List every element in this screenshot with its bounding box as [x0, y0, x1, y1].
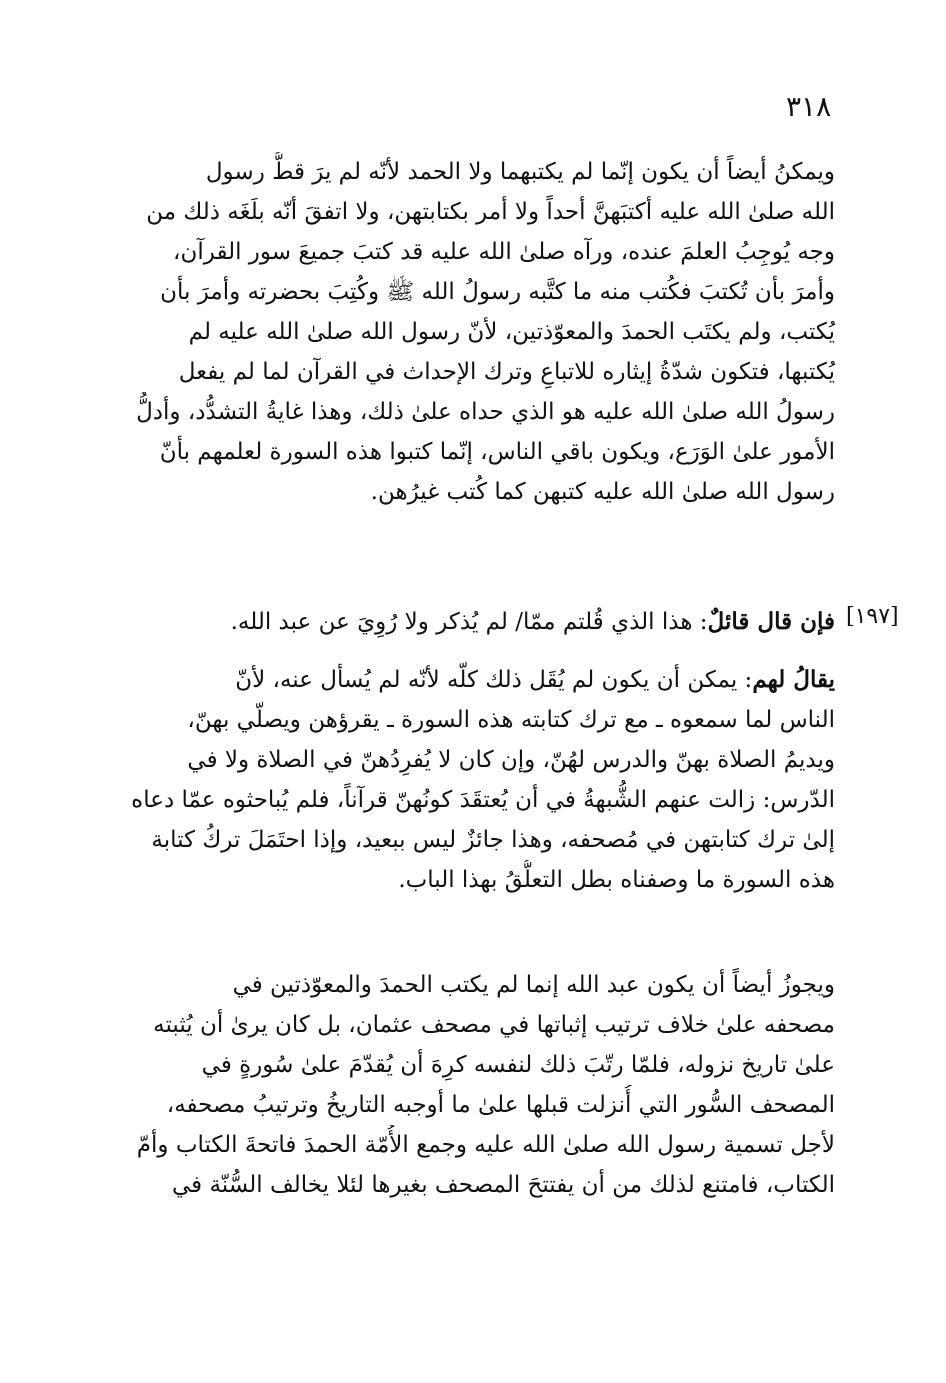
text-line: إلىٰ ترك كتابتهن في مُصحفه، وهذا جائزٌ ليس ببعيد، وإذا احتَمَلَ تركُ كتابة	[151, 827, 835, 853]
objection-lead: فإن قال قائلٌ	[707, 608, 835, 635]
section-marker: [١٩٧]	[846, 604, 899, 629]
paragraph-3	[95, 660, 835, 900]
objection-text: : هذا الذي قُلتم ممّا/ لم يُذكر ولا رُوِيَ عن عبد الله.	[230, 609, 708, 635]
text-line: المصحف السُّور التي أُنزلت قبلها علىٰ ما أوجبه التاريخُ وترتيبُ مصحفه،	[166, 1092, 835, 1118]
text-line	[95, 660, 835, 700]
text-line: رسول الله صلىٰ الله عليه كتبهن كما كُتب غيرُهن.	[370, 479, 835, 505]
text-line: وجه يُوجِبُ العلمَ عنده، ورآه صلىٰ الله عليه قد كتبَ جميعَ سور القرآن،	[173, 239, 835, 265]
text-line: الله صلىٰ الله عليه أكتبَهنَّ أحداً ولا أمر بكتابتهن، ولا اتفقَ أنّه بلَغَه ذلك من	[146, 199, 835, 225]
paragraph-1	[95, 152, 835, 512]
text-line: ويديمُ الصلاة بهنّ والدرس لهُنّ، وإن كان لا يُفرِدُهنّ في الصلاة ولا في	[187, 747, 835, 773]
reply-first-text: : يمكن أن يكون لم يُقَل ذلك كلّه لأنّه لم يُسأل عنه، لأنّ	[235, 667, 753, 693]
paragraph-4	[95, 965, 835, 1205]
text-line: هذه السورة ما وصفناه بطل التعلُّقُ بهذا الباب.	[398, 867, 835, 893]
objection-line	[140, 602, 835, 642]
reply-lead: يقالُ لهم	[752, 666, 835, 693]
text-line: وأمرَ بأن تُكتبَ فكُتب منه ما كتَّبه رسولُ الله ﷺ وكُتِبَ بحضرته وأمرَ بأن	[160, 279, 835, 305]
text-line: مصحفه علىٰ خلاف ترتيب إثباتها في مصحف عثمان، بل كان يرىٰ أن يُثبته	[153, 1012, 835, 1038]
page-number: ٣١٨	[786, 90, 832, 123]
text-line: يُكتبها، فتكون شدّةُ إيثاره للاتباعِ وترك الإحداث في القرآن لما لم يفعل	[178, 359, 835, 385]
text-line: علىٰ تاريخ نزوله، فلمّا رتّبَ ذلك لنفسه كرِهَ أن يُقدّمَ علىٰ سُورةٍ في	[201, 1052, 835, 1078]
text-line: لأجل تسمية رسول الله صلىٰ الله عليه وجمع الأُمّة الحمدَ فاتحةَ الكتاب وأمّ	[136, 1132, 835, 1158]
text-line: ويجوزُ أيضاً أن يكون عبد الله إنما لم يكتب الحمدَ والمعوّذتين في	[232, 972, 835, 998]
text-line: الأمور علىٰ الوَرَع، ويكون باقي الناس، إنّما كتبوا هذه السورة لعلمهم بأنّ	[159, 439, 835, 465]
text-line: ويمكنُ أيضاً أن يكون إنّما لم يكتبهما ولا الحمد لأنّه لم يرَ قطُّ رسول	[205, 159, 835, 185]
text-line: الناس لما سمعوه ـ مع ترك كتابته هذه السورة ـ يقرؤهن ويصلّي بهنّ،	[187, 707, 835, 733]
text-line: يُكتب، ولم يكتَب الحمدَ والمعوّذتين، لأنّ رسول الله صلىٰ الله عليه لم	[188, 319, 835, 345]
text-line: الدّرس: زالت عنهم الشُّبهةُ في أن يُعتقَدَ كونُهنّ قرآناً، فلم يُباحثوه عمّا دعاه	[131, 787, 835, 813]
text-line: الكتاب، فامتنع لذلك من أن يفتتحَ المصحف بغيرها لئلا يخالف السُّنّة في	[172, 1172, 835, 1198]
text-line: رسولُ الله صلىٰ الله عليه هو الذي حداه علىٰ ذلك، وهذا غايةُ التشدُّد، وأدلُّ	[136, 399, 835, 425]
